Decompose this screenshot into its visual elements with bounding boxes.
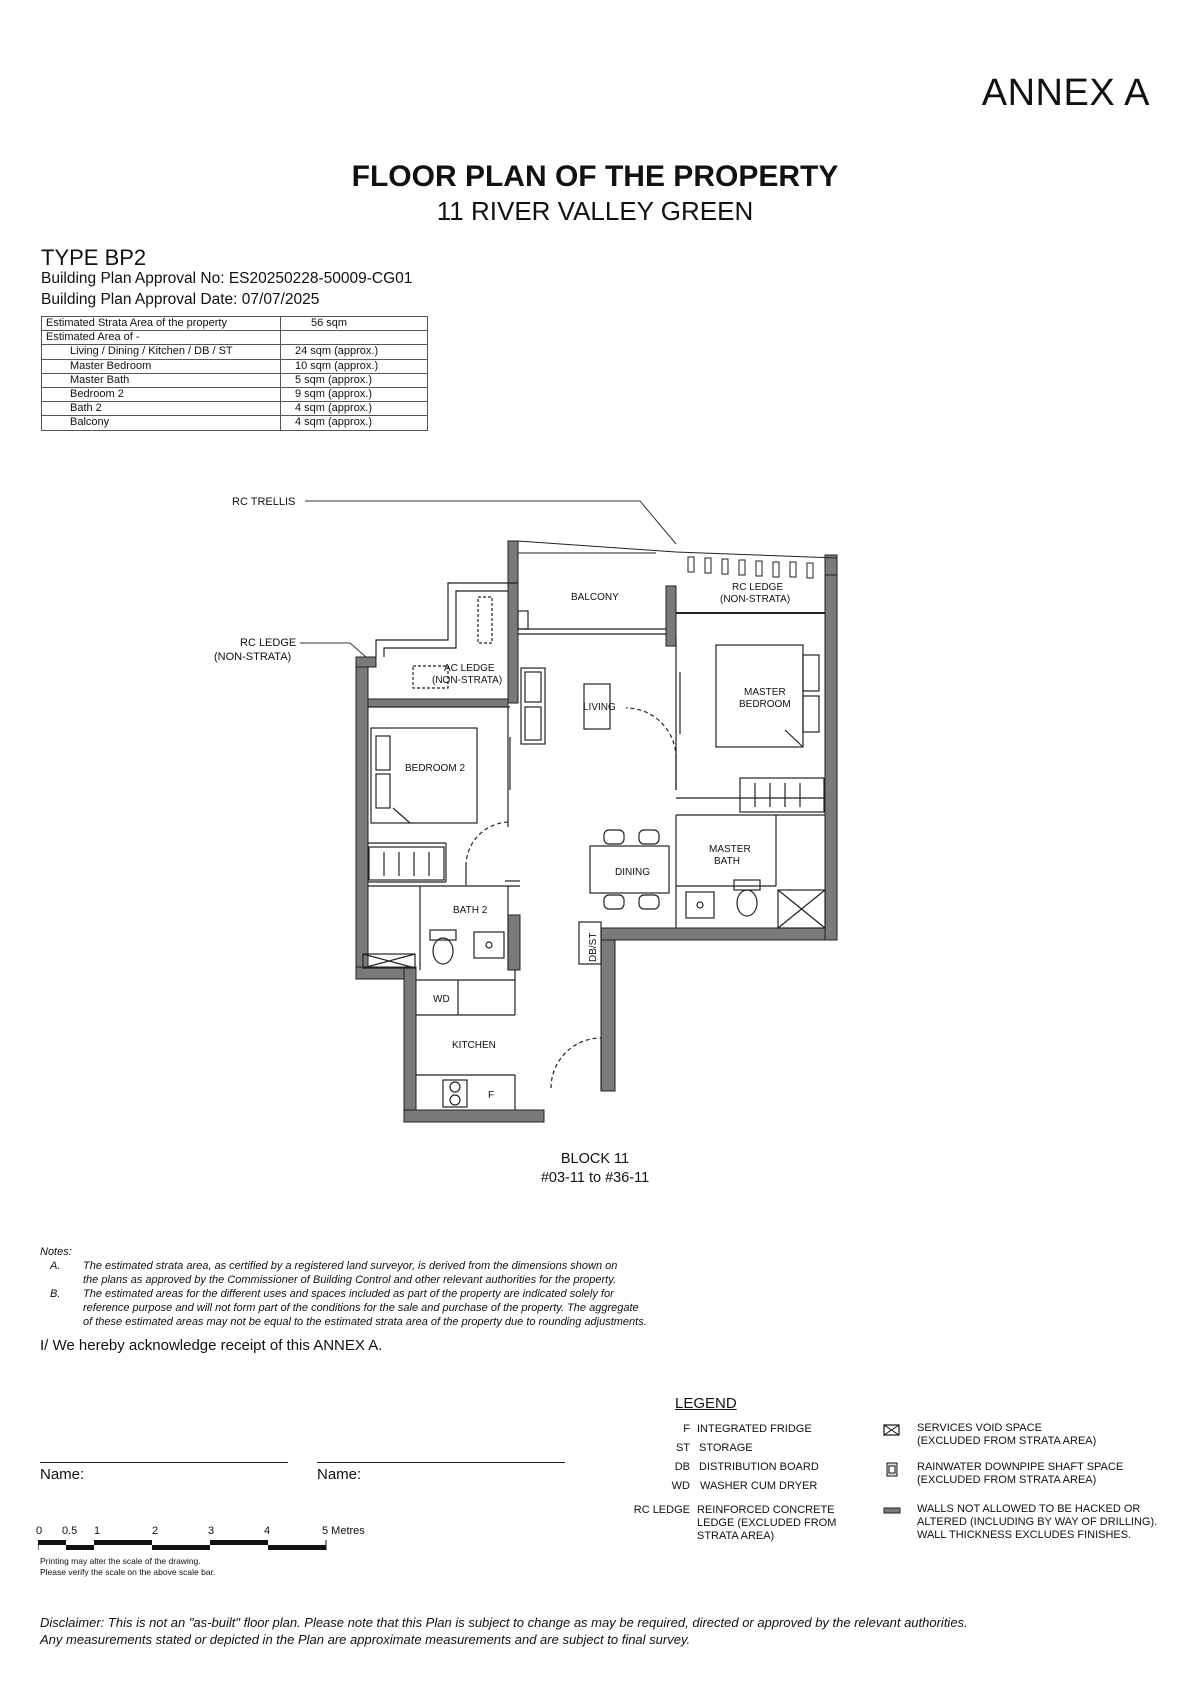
fridge-label: F [488, 1090, 495, 1101]
unit-type: TYPE BP2 [41, 245, 147, 270]
area-value: 5 sqm (approx.) [281, 373, 428, 387]
note-text: The estimated strata area, as certified by a registered land surveyor, is derived from the dimensions shown on [83, 1260, 618, 1272]
note-text: The estimated areas for the different uses and spaces included as part of the property are indicated solely for [83, 1288, 614, 1300]
print-note-line: Printing may alter the scale of the drawing. [40, 1556, 201, 1566]
block-name: BLOCK 11 [560, 1151, 630, 1167]
legend-desc: WALLS NOT ALLOWED TO BE HACKED OR ALTERED (INCLUDING BY WAY OF DRILLING). WALL THICKNESS EXCLUDES FINISHES. [917, 1503, 1158, 1541]
area-value: 9 sqm (approx.) [281, 387, 428, 401]
area-value: 4 sqm (approx.) [281, 402, 428, 416]
area-label: Master Bath [42, 373, 281, 387]
legend-abbr: DB [674, 1461, 690, 1473]
rc-ledge-callout-sub: (NON-STRATA) [214, 651, 292, 663]
strata-area-label: Estimated Strata Area of the property [42, 317, 281, 331]
print-note-line: Please verify the scale on the above scale bar. [40, 1567, 216, 1577]
room-bath-2: BATH 2 [453, 905, 488, 916]
rc-trellis-callout: RC TRELLIS [232, 496, 296, 508]
room-bedroom-2: BEDROOM 2 [405, 763, 466, 774]
rc-ledge-callout: RC LEDGE [240, 637, 297, 649]
services-void-icon [883, 1424, 901, 1436]
disclaimer [40, 1614, 968, 1648]
scale-bar [38, 1540, 328, 1554]
rainwater-downpipe-icon [886, 1462, 898, 1478]
area-value: 10 sqm (approx.) [281, 359, 428, 373]
block-units: #03-11 to #36-11 [540, 1170, 650, 1186]
room-dining: DINING [615, 867, 650, 878]
scale-tick-label: 4 [264, 1525, 271, 1537]
annex-label: ANNEX A [981, 72, 1150, 114]
rc-ledge-label-sub: (NON-STRATA) [720, 594, 791, 605]
room-master-bedroom: MASTER [744, 687, 786, 698]
legend-abbr: F [683, 1423, 690, 1435]
note-text: of these estimated areas may not be equal to the estimated strata area of the property due to rounding adjustments. [83, 1316, 647, 1328]
disclaimer-line: Any measurements stated or depicted in the Plan are approximate measurements and are subject to final survey. [40, 1632, 691, 1647]
print-note [40, 1556, 215, 1578]
washer-dryer-label: WD [433, 994, 450, 1005]
note-b-mark: B. [50, 1288, 61, 1300]
disclaimer-line: Disclaimer: This is not an "as-built" floor plan. Please note that this Plan is subject to change as may be required, directed or approved by the relevant authorities. [40, 1615, 968, 1630]
area-label: Balcony [42, 416, 281, 430]
legend-desc: STORAGE [699, 1442, 753, 1454]
scale-tick-label: 3 [208, 1525, 215, 1537]
scale-tick-label: 1 [94, 1525, 101, 1537]
scale-tick-label: 2 [152, 1525, 159, 1537]
room-dbst: DB/ST [588, 932, 599, 962]
room-master-bath: MASTER [709, 844, 751, 855]
rc-ledge-label: RC LEDGE [732, 582, 784, 593]
note-a [40, 1259, 647, 1273]
area-label: Living / Dining / Kitchen / DB / ST [42, 345, 281, 359]
note-text: reference purpose and will not form part of the conditions for the sale and purchase of the property. The aggregate [83, 1302, 639, 1314]
name-label-1: Name: [40, 1466, 85, 1483]
area-label: Bath 2 [42, 402, 281, 416]
legend-desc: SERVICES VOID SPACE (EXCLUDED FROM STRATA AREA) [917, 1422, 1097, 1447]
room-kitchen: KITCHEN [452, 1040, 496, 1051]
scale-tick-label: 5 Metres [322, 1525, 365, 1537]
signature-line-2[interactable] [317, 1462, 565, 1463]
scale-tick-label: 0 [36, 1525, 43, 1537]
name-label-2: Name: [317, 1466, 362, 1483]
page-title: FLOOR PLAN OF THE PROPERTY [351, 160, 839, 193]
approval-date: Building Plan Approval Date: 07/07/2025 [41, 291, 320, 308]
legend-title: LEGEND [675, 1395, 737, 1412]
legend-desc: INTEGRATED FRIDGE [697, 1423, 812, 1435]
area-label: Master Bedroom [42, 359, 281, 373]
approval-number: Building Plan Approval No: ES20250228-50009-CG01 [41, 270, 413, 287]
legend-desc: REINFORCED CONCRETE LEDGE (EXCLUDED FROM STRATA AREA) [697, 1504, 837, 1542]
ac-ledge-label: AC LEDGE [444, 663, 495, 674]
note-b [40, 1287, 647, 1301]
legend-abbr: WD [671, 1480, 690, 1492]
area-label: Bedroom 2 [42, 387, 281, 401]
area-value: 4 sqm (approx.) [281, 416, 428, 430]
signature-line-1[interactable] [40, 1462, 288, 1463]
acknowledgement: I/ We hereby acknowledge receipt of this ANNEX A. [40, 1337, 383, 1354]
room-master-bath-sub: BATH [714, 856, 740, 867]
legend-desc: DISTRIBUTION BOARD [699, 1461, 819, 1473]
notes [40, 1245, 647, 1329]
scale-tick-label: 0.5 [62, 1525, 78, 1537]
notes-heading: Notes: [40, 1246, 72, 1258]
note-a-mark: A. [50, 1260, 61, 1272]
legend-abbr: RC LEDGE [633, 1504, 690, 1516]
room-balcony: BALCONY [571, 592, 619, 603]
legend-desc: WASHER CUM DRYER [700, 1480, 818, 1492]
estimated-area-label: Estimated Area of - [42, 331, 281, 345]
note-text: the plans as approved by the Commissioner of Building Control and other relevant authorities for the property. [83, 1274, 616, 1286]
block-info [0, 1150, 1190, 1188]
area-value: 24 sqm (approx.) [281, 345, 428, 359]
protected-wall-icon [883, 1507, 901, 1515]
room-living: LIVING [583, 702, 616, 713]
legend-abbr: ST [675, 1442, 690, 1454]
property-name: 11 RIVER VALLEY GREEN [436, 196, 754, 226]
room-master-bedroom-sub: BEDROOM [739, 699, 791, 710]
legend-desc: RAINWATER DOWNPIPE SHAFT SPACE (EXCLUDED FROM STRATA AREA) [917, 1461, 1124, 1486]
ac-ledge-label-sub: (NON-STRATA) [432, 675, 503, 686]
strata-area-value: 56 sqm [281, 317, 428, 331]
